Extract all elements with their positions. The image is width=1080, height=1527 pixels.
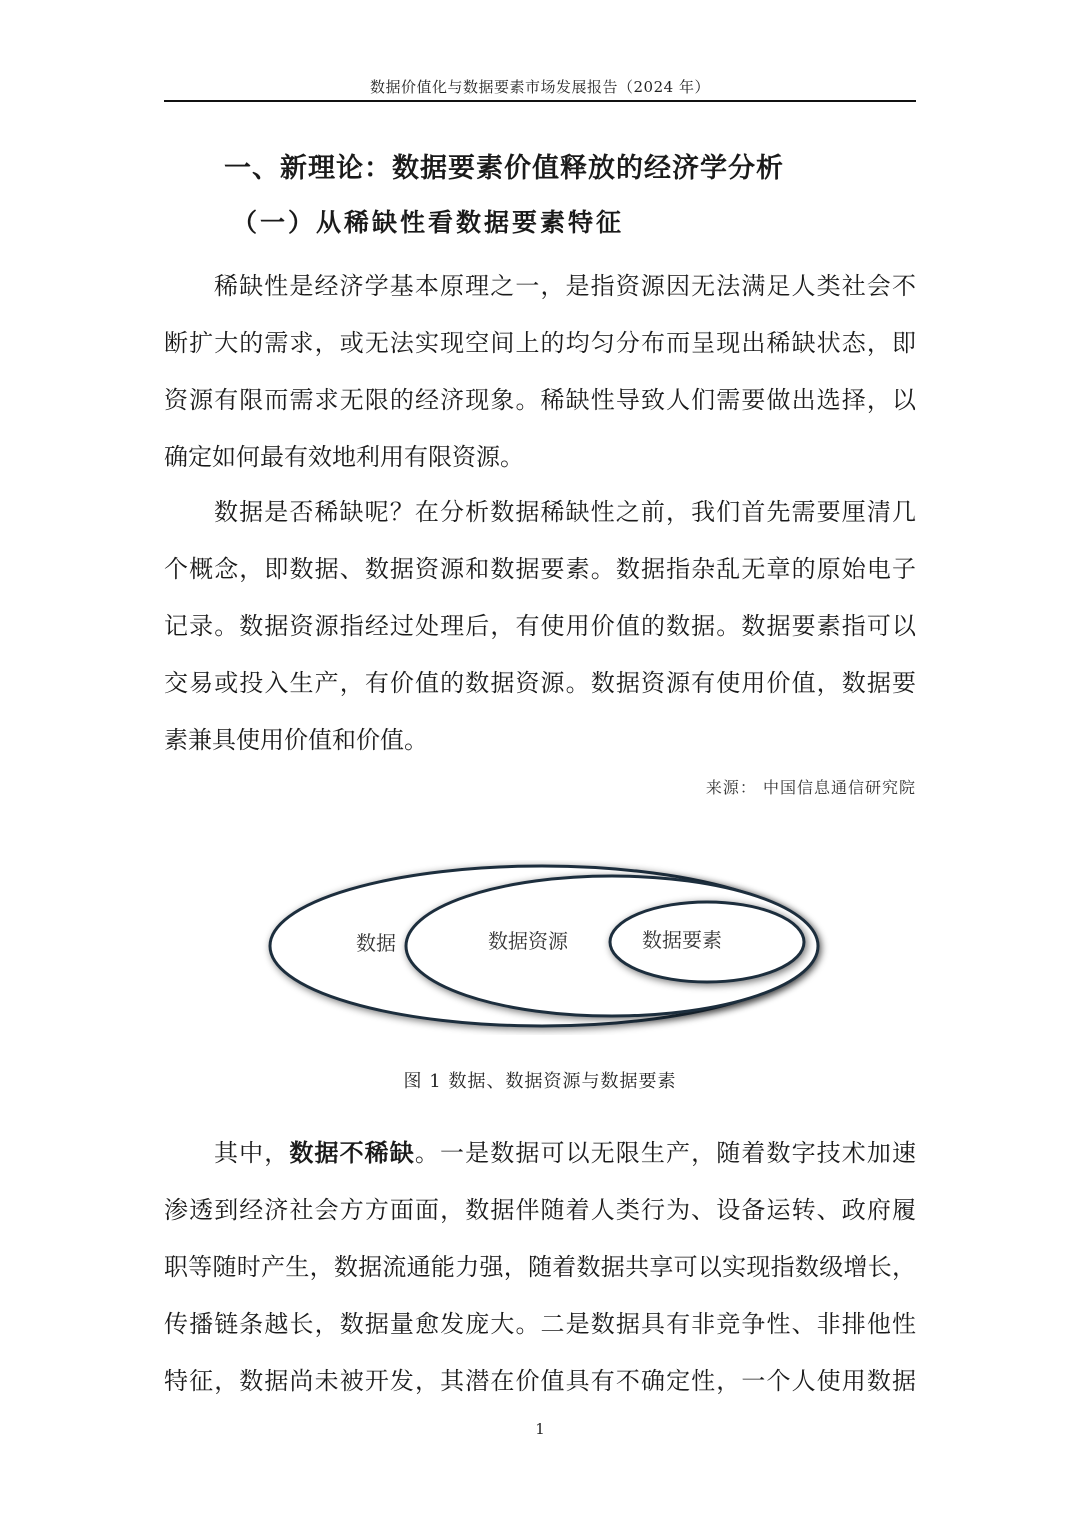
paragraph-line: 素兼具使用价值和价值。 xyxy=(164,726,428,754)
paragraph-line: 渗透到经济社会方方面面，数据伴随着人类行为、设备运转、政府履 xyxy=(164,1196,916,1224)
paragraph-line: 交易或投入生产，有价值的数据资源。数据资源有使用价值，数据要 xyxy=(164,669,916,697)
source-note: 来源： 中国信息通信研究院 xyxy=(705,778,916,797)
paragraph-line: 确定如何最有效地利用有限资源。 xyxy=(164,443,524,471)
inner-ellipse-label: 数据要素 xyxy=(642,928,722,952)
paragraph-line: 记录。数据资源指经过处理后，有使用价值的数据。数据要素指可以 xyxy=(164,612,916,640)
paragraph-line: 个概念，即数据、数据资源和数据要素。数据指杂乱无章的原始电子 xyxy=(164,555,916,583)
paragraph-line: 职等随时产生，数据流通能力强，随着数据共享可以实现指数级增长， xyxy=(164,1253,916,1281)
running-header: 数据价值化与数据要素市场发展报告（2024 年） xyxy=(370,78,710,96)
diagram-canvas xyxy=(262,860,832,1035)
paragraph-line: 资源有限而需求无限的经济现象。稀缺性导致人们需要做出选择，以 xyxy=(164,386,916,414)
middle-ellipse-label: 数据资源 xyxy=(488,929,568,953)
text-run: 。一是数据可以无限生产，随着数字技术加速 xyxy=(414,1139,916,1167)
section-subtitle: （一）从稀缺性看数据要素特征 xyxy=(232,208,625,237)
paragraph-line: 数据是否稀缺呢？在分析数据稀缺性之前，我们首先需要厘清几 xyxy=(214,498,916,526)
paragraph-line-mixed xyxy=(214,1138,916,1168)
paragraph-line: 传播链条越长，数据量愈发庞大。二是数据具有非竞争性、非排他性 xyxy=(164,1310,916,1338)
header-divider xyxy=(164,100,916,102)
page-number: 1 xyxy=(535,1420,545,1438)
outer-ellipse-label: 数据 xyxy=(356,931,396,955)
nested-ellipse-diagram xyxy=(262,860,832,1035)
section-title: 一、新理论：数据要素价值释放的经济学分析 xyxy=(224,153,784,184)
figure-caption: 图 1 数据、数据资源与数据要素 xyxy=(403,1071,677,1092)
paragraph-line: 断扩大的需求，或无法实现空间上的均匀分布而呈现出稀缺状态，即 xyxy=(164,329,916,357)
paragraph-line: 特征，数据尚未被开发，其潜在价值具有不确定性，一个人使用数据 xyxy=(164,1367,916,1395)
paragraph-line: 稀缺性是经济学基本原理之一，是指资源因无法满足人类社会不 xyxy=(214,272,916,300)
text-run: 其中， xyxy=(214,1139,290,1167)
bold-text-run: 数据不稀缺 xyxy=(289,1138,415,1167)
